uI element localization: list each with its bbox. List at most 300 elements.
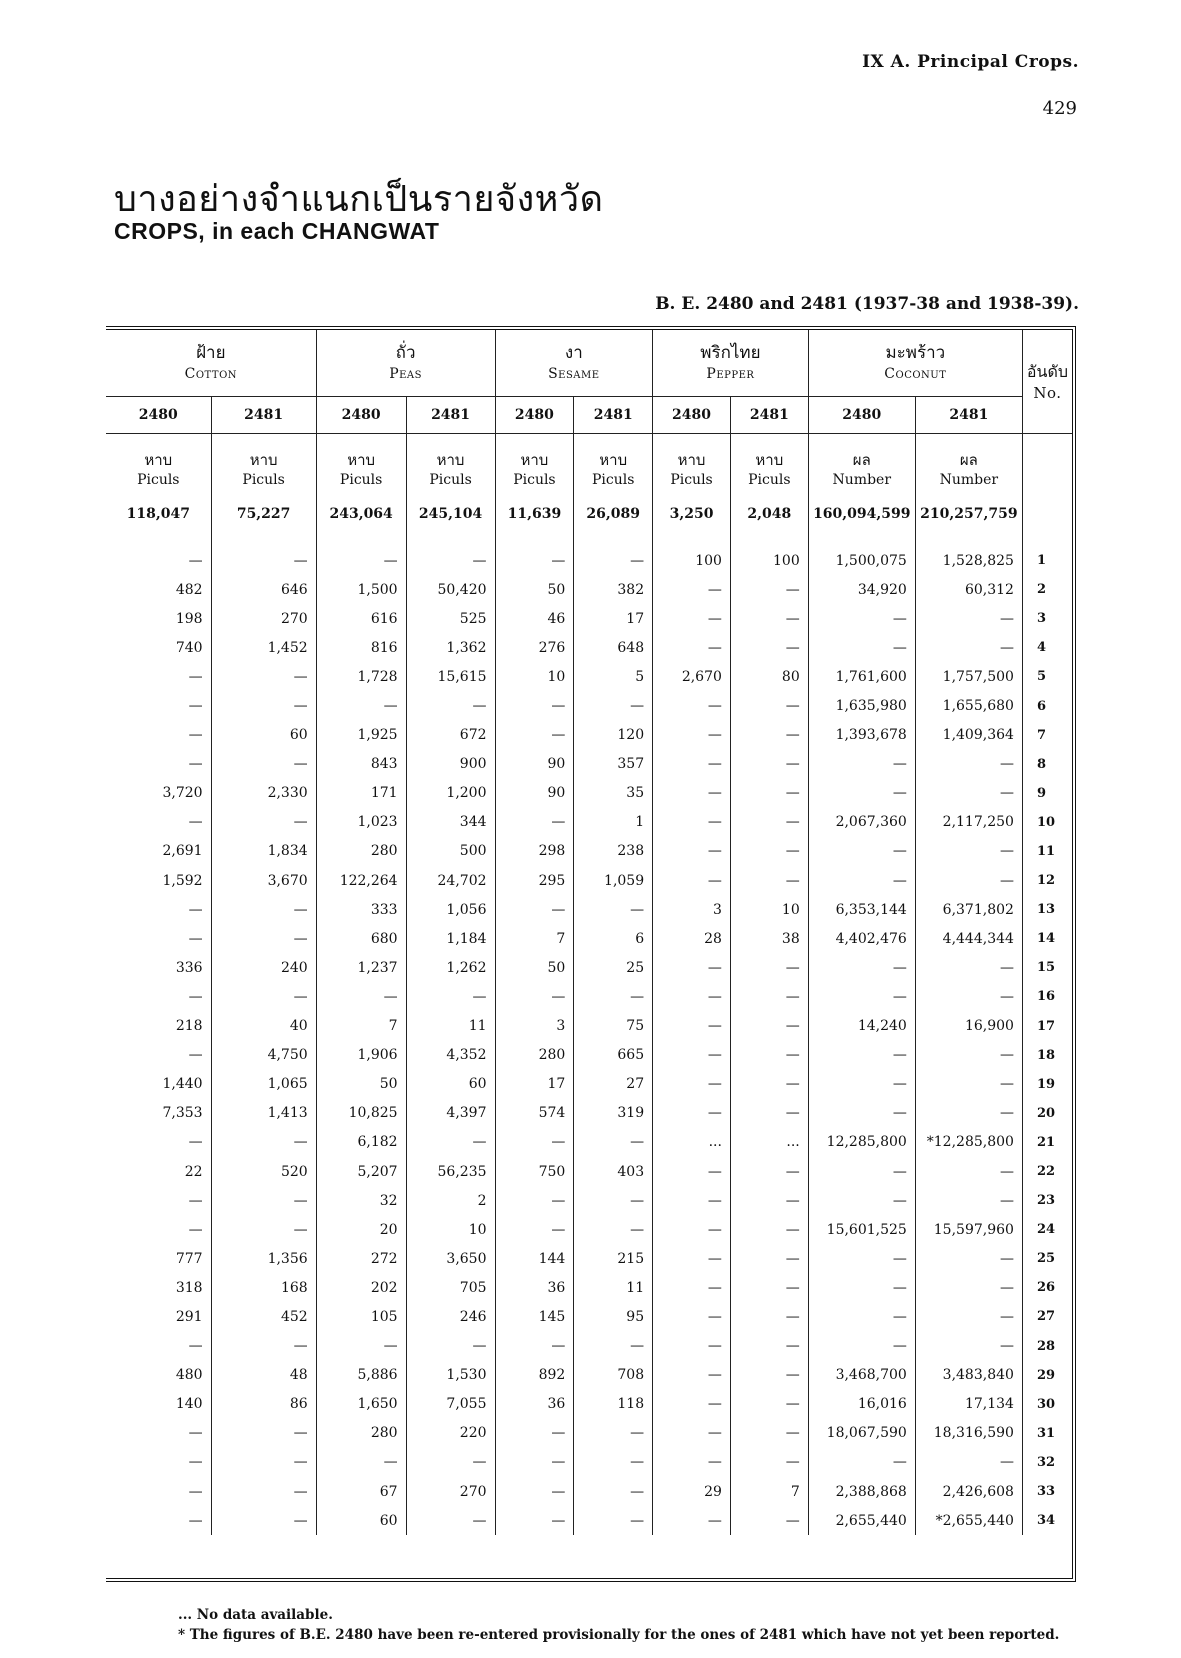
table-row [106, 837, 1072, 866]
table-cell: 11 [406, 1012, 495, 1041]
unit-cell [574, 434, 653, 491]
table-row [106, 691, 1072, 720]
table-cell: 50 [495, 953, 574, 982]
table-cell: 18,067,590 [808, 1419, 915, 1448]
table-cell: — [574, 1128, 653, 1157]
table-cell: — [653, 1332, 731, 1361]
number-header-english: No. [1033, 383, 1062, 402]
table-cell: 35 [574, 779, 653, 808]
unit-thai: หาบ [249, 451, 278, 469]
table-cell: — [316, 1448, 406, 1477]
table-cell: — [915, 866, 1022, 895]
table-cell: 46 [495, 604, 574, 633]
table-cell: — [106, 895, 211, 924]
table-cell: — [653, 1215, 731, 1244]
table-cell: — [574, 1332, 653, 1361]
table-row [106, 1390, 1072, 1419]
table-cell: 32 [316, 1186, 406, 1215]
table-row [106, 1244, 1072, 1273]
table-row [106, 895, 1072, 924]
table-cell: — [574, 895, 653, 924]
table-cell: 525 [406, 604, 495, 633]
unit-row [106, 434, 1072, 491]
table-cell: — [406, 691, 495, 720]
table-cell: 60,312 [915, 575, 1022, 604]
table-cell: 1,500,075 [808, 546, 915, 575]
table-cell: — [211, 546, 316, 575]
unit-english: Piculs [592, 472, 635, 488]
table-cell: 215 [574, 1244, 653, 1273]
total-cell: 3,250 [653, 490, 731, 538]
row-number: 21 [1036, 1134, 1056, 1150]
table-cell: 56,235 [406, 1157, 495, 1186]
page-number: 429 [1042, 98, 1077, 119]
table-cell: 4,750 [211, 1041, 316, 1070]
table-cell: — [106, 1448, 211, 1477]
spacer-row [106, 538, 1072, 546]
crop-name-english: Cotton [184, 366, 238, 382]
year-header-row [106, 397, 1072, 434]
row-number: 20 [1036, 1105, 1056, 1121]
table-cell: 34,920 [808, 575, 915, 604]
table-row [106, 546, 1072, 575]
table-cell: 1,592 [106, 866, 211, 895]
crop-header-coconut [808, 330, 1022, 397]
period-label: B. E. 2480 and 2481 (1937-38 and 1938-39). [655, 294, 1079, 314]
unit-english: Piculs [137, 472, 180, 488]
table-cell: — [406, 546, 495, 575]
row-number: 26 [1036, 1280, 1056, 1296]
table-cell: 120 [574, 721, 653, 750]
row-number: 34 [1036, 1513, 1056, 1529]
table-cell: — [653, 1070, 731, 1099]
table-cell: — [653, 1302, 731, 1331]
table-cell: 680 [316, 924, 406, 953]
total-cell: 118,047 [106, 490, 211, 538]
table-cell: — [653, 1419, 731, 1448]
unit-english: Piculs [670, 472, 713, 488]
table-cell: 105 [316, 1302, 406, 1331]
table-cell: 240 [211, 953, 316, 982]
table-cell: — [406, 982, 495, 1011]
table-cell: *2,655,440 [915, 1506, 1022, 1535]
table-cell: — [495, 691, 574, 720]
table-cell: 2,670 [653, 662, 731, 691]
table-cell: — [574, 982, 653, 1011]
table-cell: — [808, 1157, 915, 1186]
table-cell: 336 [106, 953, 211, 982]
table-cell: — [730, 721, 808, 750]
table-row [106, 1273, 1072, 1302]
table-cell: 2,655,440 [808, 1506, 915, 1535]
table-cell: 2,388,868 [808, 1477, 915, 1506]
crop-header-row [106, 330, 1072, 397]
table-cell: 16,016 [808, 1390, 915, 1419]
table-cell: — [211, 1332, 316, 1361]
table-cell: 50 [316, 1070, 406, 1099]
table-cell: — [915, 633, 1022, 662]
table-cell: 1,906 [316, 1041, 406, 1070]
table-cell: 382 [574, 575, 653, 604]
table-cell: 36 [495, 1390, 574, 1419]
table-cell: — [106, 982, 211, 1011]
table-cell: 25 [574, 953, 653, 982]
table-cell: — [730, 691, 808, 720]
row-number: 16 [1036, 989, 1056, 1005]
crop-header-sesame [495, 330, 653, 397]
table-cell: — [915, 1273, 1022, 1302]
table-cell: — [915, 1332, 1022, 1361]
table-cell: 17 [495, 1070, 574, 1099]
table-cell: — [808, 779, 915, 808]
year-header-cell: 2481 [574, 397, 653, 434]
unit-cell [406, 434, 495, 491]
row-number: 32 [1036, 1454, 1056, 1470]
crops-table [106, 330, 1072, 1535]
table-cell: 67 [316, 1477, 406, 1506]
row-number: 27 [1036, 1309, 1056, 1325]
table-cell: 1,440 [106, 1070, 211, 1099]
table-cell: — [653, 1099, 731, 1128]
table-cell: — [808, 837, 915, 866]
total-cell: 243,064 [316, 490, 406, 538]
table-cell: 3,483,840 [915, 1361, 1022, 1390]
row-number: 4 [1036, 640, 1046, 656]
table-row [106, 924, 1072, 953]
table-cell: 403 [574, 1157, 653, 1186]
row-number: 28 [1036, 1338, 1056, 1354]
title-english: CROPS, in each CHANGWAT [114, 218, 440, 244]
table-cell: 90 [495, 750, 574, 779]
table-cell: 344 [406, 808, 495, 837]
table-cell: 816 [316, 633, 406, 662]
unit-cell [316, 434, 406, 491]
table-cell: 616 [316, 604, 406, 633]
table-cell: — [106, 1041, 211, 1070]
table-cell: — [730, 1302, 808, 1331]
table-cell: — [495, 1186, 574, 1215]
table-cell: — [495, 1448, 574, 1477]
table-cell: — [106, 808, 211, 837]
total-cell-empty [1022, 490, 1072, 538]
table-cell: 319 [574, 1099, 653, 1128]
table-cell: 2,330 [211, 779, 316, 808]
row-number: 31 [1036, 1425, 1056, 1441]
table-cell: 145 [495, 1302, 574, 1331]
table-cell: — [211, 1186, 316, 1215]
table-cell: — [653, 837, 731, 866]
table-row [106, 1332, 1072, 1361]
year-header-cell: 2480 [653, 397, 731, 434]
unit-english: Number [939, 472, 999, 488]
total-cell: 11,639 [495, 490, 574, 538]
table-cell: 2,117,250 [915, 808, 1022, 837]
table-cell: — [915, 604, 1022, 633]
table-cell: 10 [730, 895, 808, 924]
table-cell: 198 [106, 604, 211, 633]
table-cell: — [406, 1332, 495, 1361]
crop-name-english: Coconut [884, 366, 947, 382]
unit-english: Piculs [513, 472, 556, 488]
table-row [106, 1302, 1072, 1331]
table-cell: 118 [574, 1390, 653, 1419]
table-cell: 80 [730, 662, 808, 691]
table-cell: 452 [211, 1302, 316, 1331]
table-row [106, 1215, 1072, 1244]
table-cell: 4,402,476 [808, 924, 915, 953]
table-cell: — [730, 1390, 808, 1419]
table-cell: — [915, 837, 1022, 866]
table-cell: 220 [406, 1419, 495, 1448]
table-cell: — [915, 750, 1022, 779]
table-cell: 280 [316, 1419, 406, 1448]
row-number: 11 [1036, 843, 1056, 859]
table-cell: 7,055 [406, 1390, 495, 1419]
table-row [106, 1506, 1072, 1535]
table-cell: — [653, 575, 731, 604]
total-cell: 245,104 [406, 490, 495, 538]
row-number: 6 [1036, 698, 1046, 714]
table-row [106, 982, 1072, 1011]
table-cell: 95 [574, 1302, 653, 1331]
table-cell: 1,635,980 [808, 691, 915, 720]
table-cell: 500 [406, 837, 495, 866]
table-cell: 3,720 [106, 779, 211, 808]
row-number: 5 [1036, 669, 1046, 685]
row-number: 1 [1036, 553, 1046, 569]
table-cell: — [808, 1070, 915, 1099]
table-cell: — [915, 779, 1022, 808]
table-cell: 333 [316, 895, 406, 924]
table-cell: — [211, 924, 316, 953]
table-cell: 38 [730, 924, 808, 953]
table-cell: 1,356 [211, 1244, 316, 1273]
table-row [106, 1012, 1072, 1041]
unit-english: Piculs [748, 472, 791, 488]
table-cell: — [808, 1099, 915, 1128]
table-row [106, 1361, 1072, 1390]
table-cell: 10 [406, 1215, 495, 1244]
table-cell: — [316, 546, 406, 575]
table-cell: — [211, 982, 316, 1011]
table-row [106, 953, 1072, 982]
table-cell: — [574, 1215, 653, 1244]
table-cell: 246 [406, 1302, 495, 1331]
table-cell: 3,670 [211, 866, 316, 895]
unit-cell [106, 434, 211, 491]
table-cell: — [653, 1390, 731, 1419]
table-cell: 11 [574, 1273, 653, 1302]
table-cell: — [495, 721, 574, 750]
row-number: 9 [1036, 785, 1046, 801]
table-cell: 2 [406, 1186, 495, 1215]
table-cell: 318 [106, 1273, 211, 1302]
table-cell: — [495, 982, 574, 1011]
table-cell: — [915, 1244, 1022, 1273]
table-cell: — [653, 1244, 731, 1273]
total-cell: 2,048 [730, 490, 808, 538]
table-cell: 7 [495, 924, 574, 953]
table-cell: — [808, 604, 915, 633]
total-cell: 160,094,599 [808, 490, 915, 538]
table-cell: 1,409,364 [915, 721, 1022, 750]
footnotes [178, 1605, 1059, 1645]
table-cell: 1,065 [211, 1070, 316, 1099]
table-cell: — [211, 1419, 316, 1448]
row-number: 14 [1036, 931, 1056, 947]
table-cell: 5,886 [316, 1361, 406, 1390]
table-cell: — [653, 1273, 731, 1302]
table-cell: 40 [211, 1012, 316, 1041]
table-cell: 1,023 [316, 808, 406, 837]
year-header-cell: 2481 [730, 397, 808, 434]
table-cell: 843 [316, 750, 406, 779]
table-cell: 3 [653, 895, 731, 924]
table-row [106, 1419, 1072, 1448]
total-cell: 75,227 [211, 490, 316, 538]
table-cell: — [808, 633, 915, 662]
footnote-provisional: * The figures of B.E. 2480 have been re-entered provisionally for the ones of 2481 which have not yet been reported. [178, 1627, 1060, 1643]
table-cell: — [106, 1477, 211, 1506]
table-cell: — [730, 837, 808, 866]
table-cell: 3,468,700 [808, 1361, 915, 1390]
unit-cell [211, 434, 316, 491]
table-cell: 270 [406, 1477, 495, 1506]
table-cell: — [653, 1012, 731, 1041]
table-cell: 5 [574, 662, 653, 691]
table-cell: — [730, 633, 808, 662]
table-cell: 16,900 [915, 1012, 1022, 1041]
table-cell: 122,264 [316, 866, 406, 895]
table-cell: — [808, 982, 915, 1011]
table-cell: — [730, 1506, 808, 1535]
table-cell: — [106, 1186, 211, 1215]
year-header-cell: 2480 [495, 397, 574, 434]
table-cell: 1,059 [574, 866, 653, 895]
table-row [106, 1128, 1072, 1157]
table-cell: — [211, 895, 316, 924]
table-cell: 6,182 [316, 1128, 406, 1157]
year-header-cell: 2481 [406, 397, 495, 434]
table-cell: — [730, 982, 808, 1011]
table-cell: — [574, 1506, 653, 1535]
table-cell: 1,056 [406, 895, 495, 924]
table-cell: — [915, 1448, 1022, 1477]
year-header-cell: 2480 [808, 397, 915, 434]
table-cell: — [653, 779, 731, 808]
table-cell: 4,352 [406, 1041, 495, 1070]
table-cell: 2,067,360 [808, 808, 915, 837]
table-cell: 17 [574, 604, 653, 633]
table-row [106, 604, 1072, 633]
year-header-cell: 2481 [915, 397, 1022, 434]
table-cell: — [653, 1041, 731, 1070]
unit-english: Piculs [429, 472, 472, 488]
table-cell: — [730, 1273, 808, 1302]
table-cell: 20 [316, 1215, 406, 1244]
table-cell: 29 [653, 1477, 731, 1506]
table-cell: — [495, 1128, 574, 1157]
table-cell: — [106, 721, 211, 750]
crop-header-pepper [653, 330, 809, 397]
table-cell: 48 [211, 1361, 316, 1390]
table-cell: — [730, 1099, 808, 1128]
table-cell: 18,316,590 [915, 1419, 1022, 1448]
table-cell: — [653, 866, 731, 895]
table-cell: — [316, 1332, 406, 1361]
table-cell: 15,597,960 [915, 1215, 1022, 1244]
table-cell: — [211, 808, 316, 837]
table-cell: — [211, 1215, 316, 1244]
table-cell: — [211, 1477, 316, 1506]
row-number: 23 [1036, 1193, 1056, 1209]
table-cell: 171 [316, 779, 406, 808]
table-cell: 50,420 [406, 575, 495, 604]
crops-table-frame [106, 326, 1076, 1582]
unit-cell [495, 434, 574, 491]
table-cell: 750 [495, 1157, 574, 1186]
table-cell: — [106, 1215, 211, 1244]
table-cell: 900 [406, 750, 495, 779]
table-row [106, 1070, 1072, 1099]
table-cell: 1,237 [316, 953, 406, 982]
table-cell: — [730, 1332, 808, 1361]
table-cell: 280 [316, 837, 406, 866]
table-cell: — [808, 750, 915, 779]
table-cell: 6,371,802 [915, 895, 1022, 924]
table-cell: — [574, 546, 653, 575]
unit-thai: หาบ [599, 451, 628, 469]
table-cell: 270 [211, 604, 316, 633]
table-cell: — [653, 691, 731, 720]
table-row [106, 1448, 1072, 1477]
table-cell: — [211, 662, 316, 691]
table-cell: 574 [495, 1099, 574, 1128]
table-cell: — [653, 982, 731, 1011]
table-cell: — [106, 1128, 211, 1157]
table-cell: — [574, 1419, 653, 1448]
table-cell: 1,757,500 [915, 662, 1022, 691]
table-cell: 1,200 [406, 779, 495, 808]
table-cell: — [808, 1041, 915, 1070]
table-cell: — [495, 1477, 574, 1506]
number-header-thai: อันดับ [1026, 361, 1069, 381]
table-cell: 646 [211, 575, 316, 604]
table-cell: — [106, 924, 211, 953]
row-number: 25 [1036, 1251, 1056, 1267]
unit-thai: ผล [852, 451, 871, 469]
table-cell: — [730, 1186, 808, 1215]
table-cell: — [730, 866, 808, 895]
row-number: 8 [1036, 756, 1046, 772]
crop-name-thai: พริกไทย [700, 343, 761, 363]
table-cell: — [730, 1041, 808, 1070]
table-row [106, 575, 1072, 604]
table-cell: — [915, 1099, 1022, 1128]
table-cell: 60 [406, 1070, 495, 1099]
crop-name-thai: ถั่ว [395, 343, 416, 363]
table-cell: 15,601,525 [808, 1215, 915, 1244]
table-cell: — [730, 1070, 808, 1099]
table-cell: — [495, 895, 574, 924]
table-cell: — [211, 1448, 316, 1477]
table-cell: — [653, 808, 731, 837]
table-cell: 100 [730, 546, 808, 575]
table-cell: 520 [211, 1157, 316, 1186]
table-cell: 5,207 [316, 1157, 406, 1186]
table-cell: — [915, 1070, 1022, 1099]
total-cell: 210,257,759 [915, 490, 1022, 538]
